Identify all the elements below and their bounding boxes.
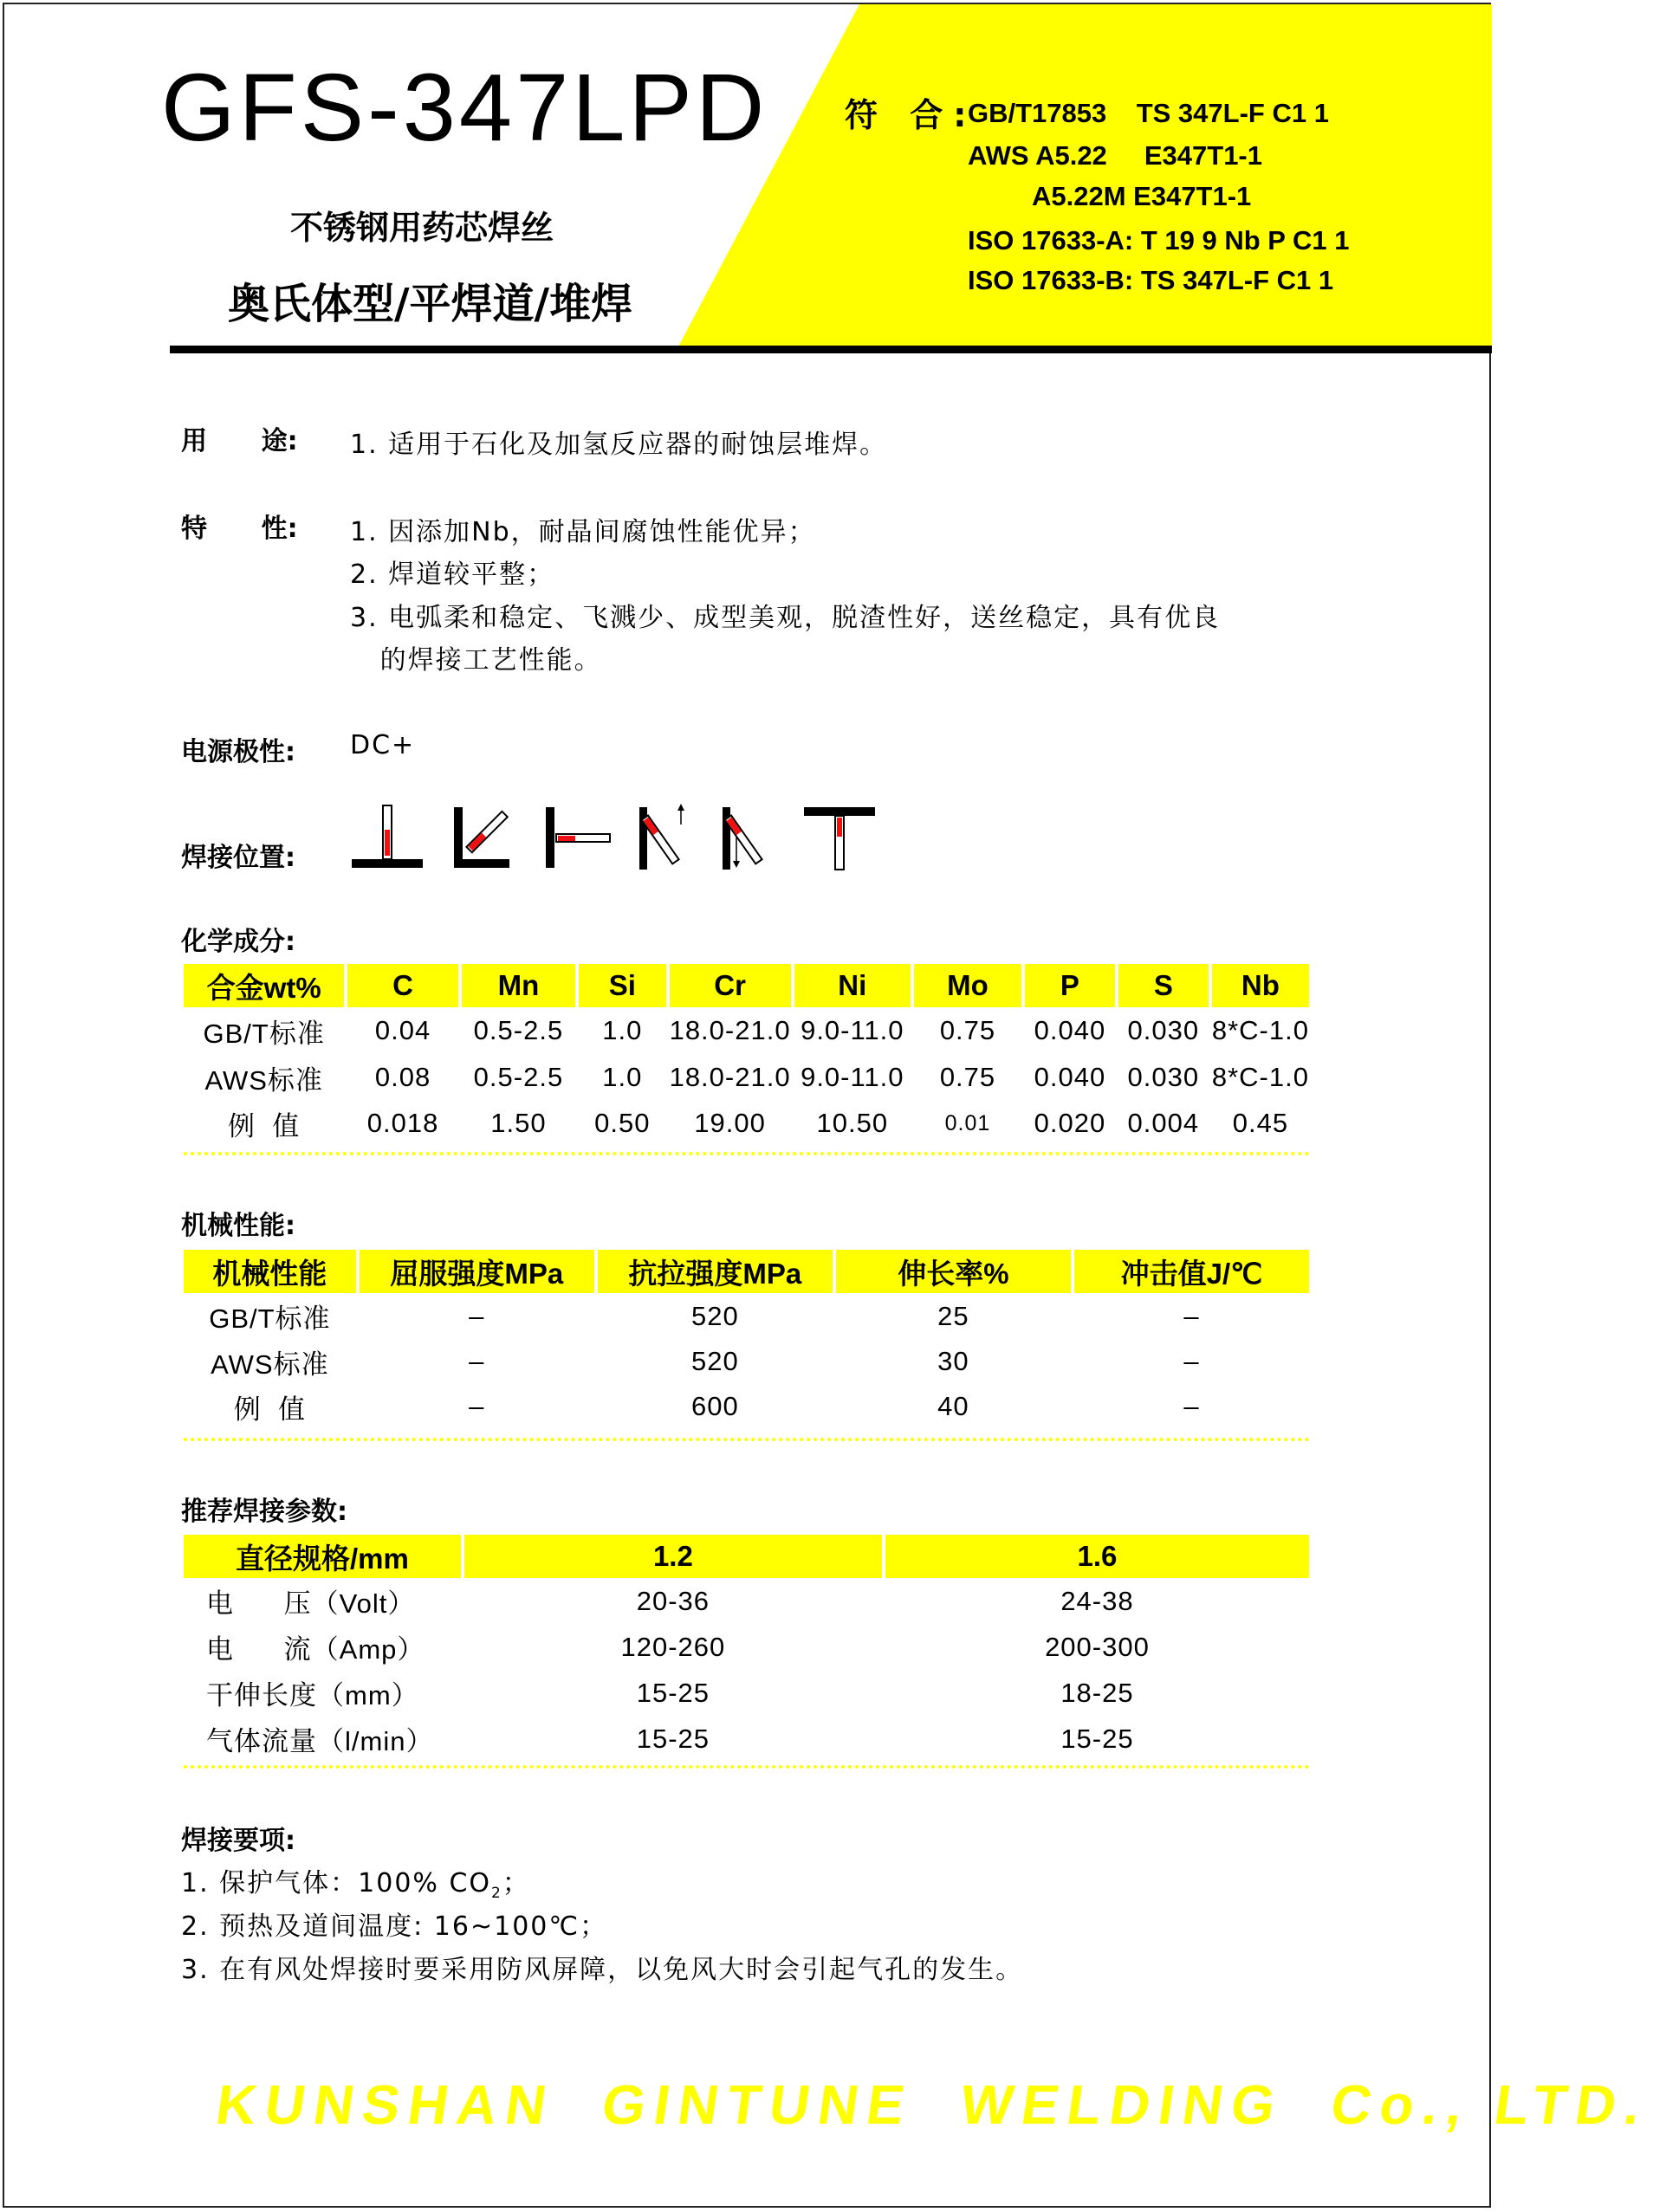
table-cell: 1.0 [602, 1062, 643, 1092]
table-row [184, 1101, 1309, 1146]
table-cell: – [1183, 1391, 1200, 1421]
table-cell: 520 [690, 1300, 739, 1331]
table-row [184, 1007, 1309, 1054]
table-cell: 1.0 [602, 1015, 643, 1045]
table-row [184, 1670, 1309, 1716]
table-header: C [347, 964, 457, 1007]
table-cell: 18.0-21.0 [669, 1015, 791, 1045]
table-cell: 0.45 [1232, 1108, 1289, 1138]
table-cell: 19.00 [694, 1108, 766, 1138]
standard-line: A5.22M E347T1-1 [1032, 181, 1252, 211]
table-header: 1.2 [464, 1535, 882, 1578]
table-cell: GB/T标准 [209, 1303, 331, 1334]
table-cell: 例 值 [228, 1110, 301, 1142]
parameters-title: 推荐焊接参数: [181, 1497, 347, 1527]
table-cell: AWS标准 [204, 1064, 323, 1096]
conformance-label: 符 合: [845, 96, 977, 134]
standard-line: ISO 17633-A: T 19 9 Nb P C1 1 [968, 225, 1350, 255]
table-cell: 0.020 [1034, 1108, 1106, 1138]
table-cell: 18-25 [1060, 1677, 1134, 1708]
table-cell: 15-25 [636, 1677, 710, 1708]
chemistry-header-row [184, 964, 1309, 1007]
table-header: 合金wt% [184, 964, 344, 1007]
table-header: S [1118, 964, 1209, 1007]
table-cell: 0.030 [1127, 1015, 1200, 1045]
standard-line: AWS A5.22 E347T1-1 [968, 140, 1263, 171]
polarity-label: 电源极性: [181, 737, 295, 767]
table-cell: 0.01 [944, 1110, 991, 1135]
position-horizontal-fillet-icon [454, 807, 509, 868]
table-cell: 0.75 [939, 1062, 996, 1092]
table-header: Si [579, 964, 665, 1007]
table-cell: 10.50 [816, 1108, 889, 1138]
position-overhead-icon [804, 807, 875, 870]
table-cell: 200-300 [1045, 1631, 1150, 1662]
table-cell: 25 [937, 1300, 969, 1331]
table-cell: 0.5-2.5 [473, 1062, 564, 1092]
company-name: KUNSHAN GINTUNE WELDING Co., LTD. [211, 2073, 1653, 2136]
table-header: Mo [914, 964, 1021, 1007]
table-cell: – [1183, 1300, 1200, 1331]
table-cell: – [469, 1300, 485, 1331]
mechanical-table [180, 1250, 1313, 1429]
notes-title: 焊接要项: [181, 1826, 295, 1856]
mechanical-title: 机械性能: [181, 1211, 295, 1241]
dotted-separator [184, 1152, 1310, 1155]
standard-line: ISO 17633-B: TS 347L-F C1 1 [968, 265, 1334, 295]
feature-item: 的焊接工艺性能。 [350, 645, 602, 676]
product-title: GFS-347LPD [161, 55, 768, 161]
table-cell: 1.50 [490, 1108, 547, 1138]
note-item: 3. 在有风处焊接时要采用防风屏障，以免风大时会引起气孔的发生。 [181, 1955, 1024, 1985]
table-cell: 0.004 [1127, 1108, 1200, 1138]
note-subscript: 2 [491, 1885, 502, 1902]
table-row [184, 1716, 1309, 1762]
table-cell: 气体流量（l/min） [206, 1726, 434, 1756]
dotted-separator [184, 1438, 1310, 1441]
table-header: 机械性能 [184, 1250, 356, 1293]
welding-positions [350, 804, 887, 873]
table-row [184, 1384, 1309, 1429]
standard-line: GB/T17853 TS 347L-F C1 1 [968, 98, 1329, 128]
table-header: 1.6 [885, 1535, 1309, 1578]
table-row [184, 1624, 1309, 1670]
table-cell: GB/T标准 [203, 1018, 325, 1049]
table-cell: 15-25 [1060, 1723, 1134, 1754]
chemistry-table [180, 964, 1313, 1146]
table-cell: 18.0-21.0 [669, 1062, 791, 1092]
table-cell: 0.5-2.5 [473, 1015, 564, 1045]
features-label: 特 性: [181, 514, 298, 544]
table-cell: 0.030 [1127, 1062, 1200, 1092]
table-header: P [1025, 964, 1115, 1007]
note-text: ； [502, 1868, 530, 1898]
usage-label: 用 途: [181, 426, 298, 456]
note-item [181, 1861, 530, 1902]
table-row [184, 1293, 1309, 1339]
table-cell: 例 值 [233, 1394, 306, 1425]
table-header: 伸长率% [836, 1250, 1071, 1293]
note-text: 1. 保护气体：100% CO [181, 1868, 492, 1898]
table-cell: 520 [690, 1346, 739, 1376]
table-cell: 8*C-1.0 [1211, 1015, 1309, 1045]
table-cell: 600 [690, 1391, 739, 1421]
table-cell: 30 [937, 1346, 969, 1376]
table-cell: 0.04 [374, 1015, 431, 1045]
feature-item: 2. 焊道较平整； [350, 559, 555, 590]
position-vertical-down-icon [723, 807, 762, 870]
polarity-value: DC+ [350, 730, 416, 760]
table-cell: 9.0-11.0 [801, 1062, 904, 1092]
table-cell: 0.75 [939, 1015, 996, 1045]
table-cell: – [1183, 1346, 1200, 1376]
position-flat-icon [352, 805, 423, 868]
table-header: 直径规格/mm [184, 1535, 461, 1578]
positions-label: 焊接位置: [181, 843, 295, 873]
table-row [184, 1339, 1309, 1384]
table-header: Cr [670, 964, 791, 1007]
parameters-header-row [184, 1535, 1309, 1578]
product-subtitle: 不锈钢用药芯焊丝 [290, 209, 554, 247]
table-cell: 20-36 [636, 1585, 710, 1616]
table-cell: 24-38 [1060, 1585, 1134, 1616]
table-cell: 0.018 [366, 1108, 439, 1138]
table-cell: 15-25 [636, 1723, 710, 1754]
usage-item: 1. 适用于石化及加氢反应器的耐蚀层堆焊。 [350, 430, 888, 460]
header-yellow-panel [0, 0, 1497, 355]
table-cell: – [469, 1391, 485, 1421]
table-header: 抗拉强度MPa [598, 1250, 833, 1293]
table-cell: 电 压（Volt） [206, 1588, 416, 1619]
feature-item: 3. 电弧柔和稳定、飞溅少、成型美观，脱渣性好，送丝稳定，具有优良 [350, 603, 1221, 633]
table-header: 屈服强度MPa [360, 1250, 594, 1293]
table-cell: AWS标准 [211, 1349, 329, 1380]
chemistry-title: 化学成分: [181, 927, 295, 957]
table-row [184, 1054, 1309, 1101]
note-item: 2. 预热及道间温度: 16~100℃； [181, 1911, 608, 1942]
dotted-separator [184, 1765, 1310, 1769]
table-cell: 电 流（Amp） [206, 1634, 425, 1665]
title-rule [170, 346, 1492, 353]
table-cell: 8*C-1.0 [1211, 1062, 1309, 1092]
table-cell: 120-260 [620, 1631, 726, 1662]
feature-item: 1. 因添加Nb，耐晶间腐蚀性能优异； [350, 517, 816, 547]
table-row [184, 1578, 1309, 1624]
position-horizontal-icon [546, 807, 610, 868]
product-type: 奥氏体型/平焊道/堆焊 [228, 280, 633, 328]
table-cell: 干伸长度（mm） [206, 1680, 419, 1711]
table-cell: 40 [937, 1391, 969, 1421]
table-cell: 0.040 [1034, 1015, 1106, 1045]
mechanical-header-row [184, 1250, 1309, 1293]
table-cell: 0.50 [594, 1108, 651, 1138]
table-header: Nb [1212, 964, 1309, 1007]
table-header: 冲击值J/℃ [1074, 1250, 1309, 1293]
table-header: Ni [794, 964, 911, 1007]
parameters-table [180, 1535, 1313, 1762]
table-cell: 9.0-11.0 [801, 1015, 904, 1045]
table-header: Mn [462, 964, 575, 1007]
table-cell: 0.040 [1034, 1062, 1106, 1092]
position-vertical-up-icon [639, 804, 684, 870]
table-cell: – [469, 1346, 485, 1376]
table-cell: 0.08 [374, 1062, 431, 1092]
